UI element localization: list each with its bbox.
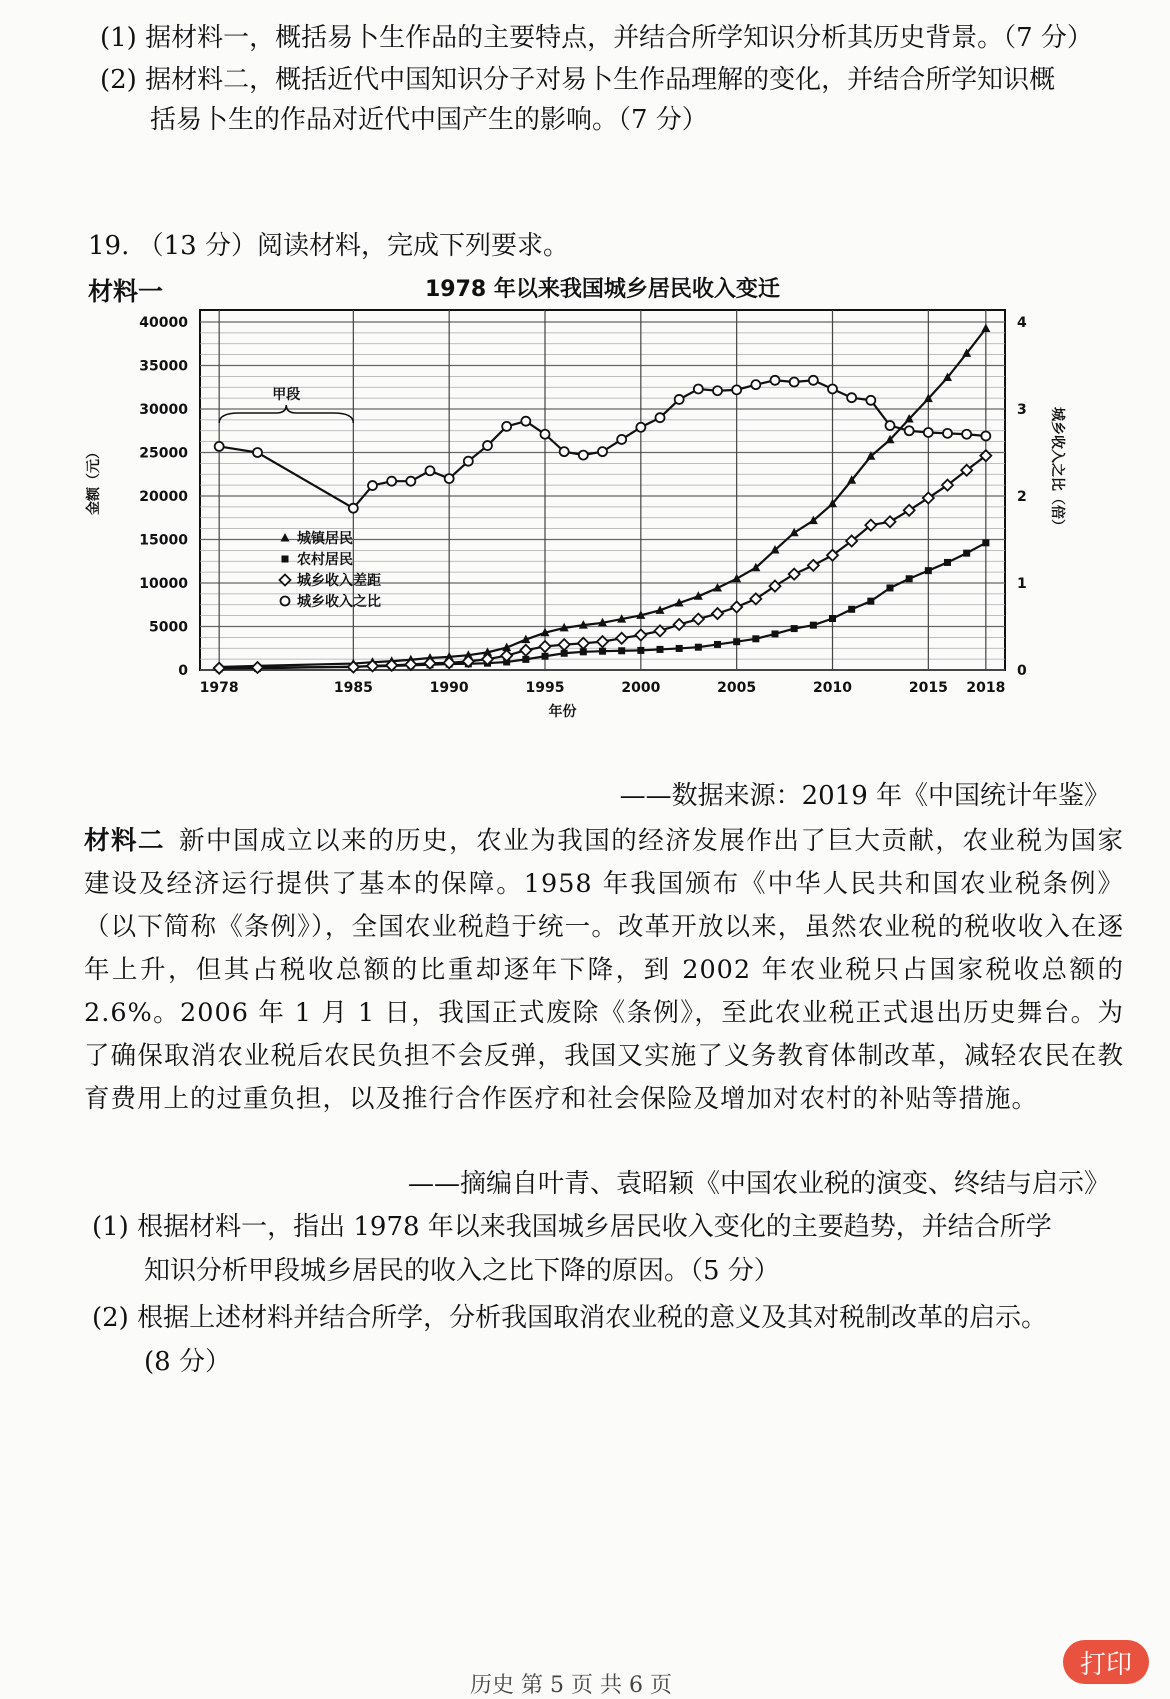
material-1-source: ——数据来源：2019 年《中国统计年鉴》 [619,781,1110,811]
x-tick-label: 2010 [813,680,852,696]
data-point-rural [867,598,874,605]
data-point-ratio [943,429,952,438]
question-text-continued: 括易卜生的作品对近代中国产生的影响。（7 分） [150,105,708,135]
data-point-ratio [790,378,799,387]
y-left-tick-label: 5000 [149,619,188,636]
data-point-rural [542,653,549,660]
page-footer: 历史 第 5 页 共 6 页 [470,1673,672,1698]
data-point-ratio [464,457,473,466]
data-point-ratio [483,441,492,450]
y-right-tick-label: 4 [1017,315,1027,331]
data-point-gap [712,608,723,619]
income-chart [80,300,1065,720]
data-point-rural [925,567,932,574]
data-point-gap [252,662,263,673]
x-tick-label: 1978 [199,680,239,696]
data-point-rural [982,539,989,546]
sub-question-1 [92,1205,1132,1293]
data-point-ratio [579,451,588,460]
y-right-tick-label: 3 [1017,402,1027,418]
data-point-ratio [771,376,780,385]
y-left-tick-label: 15000 [139,532,188,549]
data-point-rural [791,625,798,632]
data-point-rural [963,550,970,557]
data-point-rural [848,606,855,613]
data-point-rural [714,641,721,648]
y-right-axis-label: 城乡收入之比（倍） [1049,407,1065,533]
data-point-gap [674,619,685,630]
data-point-ratio [349,504,358,513]
question-text: 据材料二，概括近代中国知识分子对易卜生作品理解的变化，并结合所学知识概 [145,65,1056,95]
legend-marker [280,575,291,586]
legend-label: 城镇居民 [297,531,353,547]
data-point-rural [829,615,836,622]
y-right-tick-label: 2 [1017,489,1027,505]
y-left-tick-label: 40000 [139,315,188,331]
data-point-ratio [924,428,933,437]
y-left-axis-label: 金额（元） [86,445,102,515]
data-point-ratio [368,481,377,490]
data-point-ratio [387,477,396,486]
sub-question-number: (2) [92,1303,129,1333]
data-point-gap [578,638,589,649]
material-2-label: 材料二 [84,826,166,856]
data-point-rural [676,645,683,652]
data-point-rural [599,648,606,655]
y-right-tick-label: 1 [1017,576,1027,592]
question-2 [100,60,1140,140]
data-point-rural [906,575,913,582]
x-tick-label: 1995 [525,680,565,696]
data-point-gap [214,663,225,674]
data-point-rural [733,638,740,645]
data-point-gap [731,602,742,613]
legend-label: 城乡收入差距 [297,573,381,589]
data-point-gap [635,629,646,640]
y-left-tick-label: 10000 [139,576,188,592]
data-point-rural [944,559,951,566]
sub-question-text-continued: 知识分析甲段城乡居民的收入之比下降的原因。（5 分） [144,1256,780,1286]
data-point-ratio [406,477,415,486]
x-tick-label: 2000 [621,680,661,696]
data-point-ratio [886,421,895,430]
material-2-source: ——摘编自叶青、袁昭颖《中国农业税的演变、终结与启示》 [407,1169,1110,1199]
x-axis-label: 年份 [548,704,577,720]
sub-question-text: 根据上述材料并结合所学，分析我国取消农业税的意义及其对税制改革的启示。 [137,1303,1048,1333]
data-point-rural [695,644,702,651]
legend-marker [281,533,290,542]
data-point-rural [637,647,644,654]
data-point-rural [752,635,759,642]
chart-title: 1978 年以来我国城乡居民收入变迁 [425,277,780,302]
data-point-ratio [521,417,530,426]
data-point-rural [618,647,625,654]
data-point-ratio [215,442,224,451]
x-tick-label: 2018 [966,680,1006,696]
data-point-gap [616,633,627,644]
y-left-tick-label: 20000 [139,489,188,505]
y-left-tick-label: 25000 [139,445,188,462]
data-point-ratio [445,474,454,483]
annotation-bracket [219,405,353,423]
data-point-ratio [560,447,569,456]
data-point-ratio [981,431,990,440]
x-tick-label: 2005 [717,680,757,696]
data-point-ratio [847,393,856,402]
data-point-gap [789,569,800,580]
data-point-ratio [713,386,722,395]
data-point-ratio [636,423,645,432]
data-point-ratio [694,384,703,393]
x-tick-label: 1985 [333,680,373,696]
material-2-text: 新中国成立以来的历史，农业为我国的经济发展作出了巨大贡献，农业税为国家建设及经济运行提供了基本的保障。1958 年我国颁布《中华人民共和国农业税条例》（以下简称《条例》），全国农业税趋于统一。改革开放以来，虽然农业税的税收收入在逐年上升，但其占税收总额的比重却逐年下降，到 2002 年农业税只占国家税收总额的 2.6%。2006 年 1 月 1 日，我国正式废除《条例》，至此农业税正式退出历史舞台。为了确保取消农业税后农民负担不会反弹，我国又实施了义务教育体制改革，减轻农民在教育费用上的过重负担，以及推行合作医疗和社会保险及增加对农村的补贴等措施。 [84,826,1124,1114]
data-point-ratio [253,448,262,457]
legend-label: 城乡收入之比 [297,594,381,610]
data-point-ratio [502,422,511,431]
data-point-ratio [962,430,971,439]
data-point-ratio [541,430,550,439]
data-point-gap [540,641,551,652]
x-tick-label: 2015 [908,680,948,696]
print-button[interactable]: 打印 [1063,1640,1149,1684]
question-1 [100,18,1140,58]
sub-question-text: 根据材料一，指出 1978 年以来我国城乡居民收入变化的主要趋势，并结合所学 [137,1212,1052,1242]
data-point-ratio [809,376,818,385]
question-number: (2) [100,65,137,95]
data-point-ratio [598,447,607,456]
data-point-ratio [866,396,875,405]
data-point-ratio [905,426,914,435]
legend-marker [281,597,290,606]
data-point-ratio [828,384,837,393]
material-2 [84,820,1124,1121]
y-left-tick-label: 30000 [139,402,188,418]
data-point-gap [904,505,915,516]
data-point-ratio [426,466,435,475]
legend-label: 农村居民 [297,552,353,568]
data-point-gap [520,645,531,656]
question-19-heading: 19. （13 分）阅读材料，完成下列要求。 [88,231,569,261]
sub-question-2 [92,1296,1132,1384]
sub-question-text-continued: (8 分） [144,1347,231,1377]
data-point-ratio [617,435,626,444]
data-point-rural [772,630,779,637]
data-point-rural [657,646,664,653]
data-point-ratio [751,380,760,389]
material-1-label: 材料一 [88,277,164,306]
legend-marker [282,556,289,563]
data-point-urban [981,324,990,333]
data-point-rural [887,584,894,591]
data-point-ratio [675,395,684,404]
question-number: (1) [100,23,137,53]
data-point-ratio [732,385,741,394]
y-right-tick-label: 0 [1017,663,1027,679]
y-left-tick-label: 35000 [139,358,188,375]
annotation-label: 甲段 [272,387,301,403]
sub-question-number: (1) [92,1212,129,1242]
data-point-rural [810,622,817,629]
data-point-ratio [656,413,665,422]
x-tick-label: 1990 [429,680,469,696]
question-text: 据材料一，概括易卜生作品的主要特点，并结合所学知识分析其历史背景。（7 分） [145,23,1093,53]
y-left-tick-label: 0 [178,663,188,679]
